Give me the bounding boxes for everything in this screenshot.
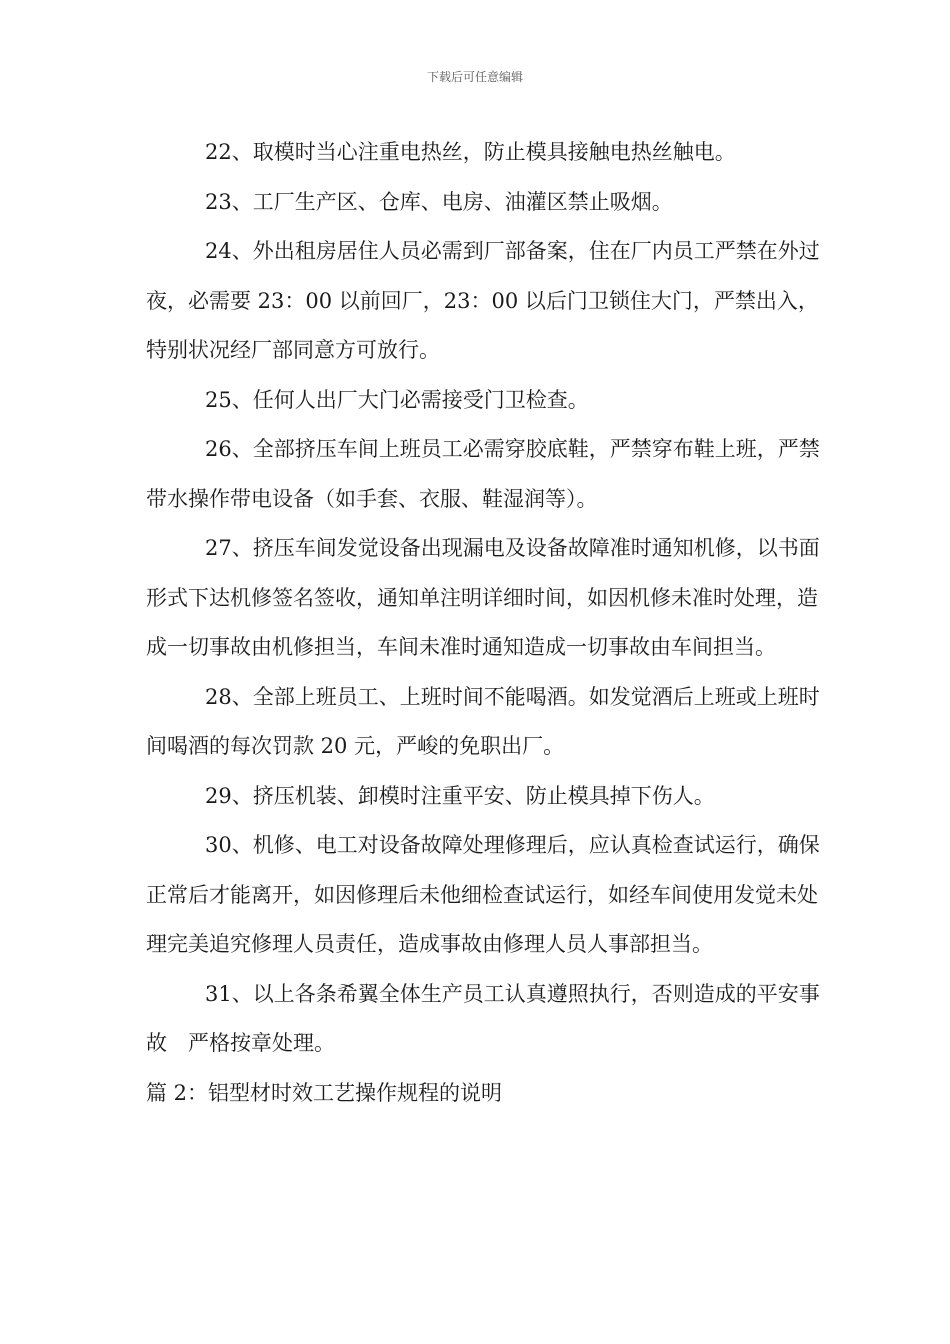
rule-paragraph-22: 22、取模时当心注重电热丝，防止模具接触电热丝触电。 — [205, 140, 736, 164]
rule-paragraph-23: 23、工厂生产区、仓库、电房、油灌区禁止吸烟。 — [205, 189, 673, 214]
rule-paragraph-30: 30、机修、电工对设备故障处理修理后，应认真检查试运行，确保正常后才能离开，如因修理后未他细检查试运行，如经车间使用发觉未处理完美追究修理人员责任，造成事故由修理人员人事部担当。 — [146, 833, 820, 956]
rule-paragraph-29: 29、挤压机装、卸模时注重平安、防止模具掉下伤人。 — [205, 783, 715, 808]
document-body — [146, 128, 826, 1118]
rule-paragraph-28: 28、全部上班员工、上班时间不能喝酒。如发觉酒后上班或上班时间喝酒的每次罚款 20 元，严峻的免职出厂。 — [146, 684, 820, 758]
rule-paragraph-31: 31、以上各条希翼全体生产员工认真遵照执行，否则造成的平安事故 严格按章处理。 — [146, 981, 820, 1055]
rule-paragraph-24: 24、外出租房居住人员必需到厂部备案，住在厂内员工严禁在外过夜，必需要 23：00 以前回厂，23：00 以后门卫锁住大门，严禁出入，特别状况经厂部同意方可放行。 — [146, 239, 820, 362]
section-heading: 篇 2：铝型材时效工艺操作规程的说明 — [146, 1080, 503, 1105]
rule-paragraph-27: 27、挤压车间发觉设备出现漏电及设备故障准时通知机修，以书面形式下达机修签名签收，通知单注明详细时间，如因机修未准时处理，造成一切事故由机修担当，车间未准时通知造成一切事故由车间担当。 — [146, 536, 820, 659]
rule-paragraph-25: 25、任何人出厂大门必需接受门卫检查。 — [205, 387, 589, 412]
rule-paragraph-26: 26、全部挤压车间上班员工必需穿胶底鞋，严禁穿布鞋上班，严禁带水操作带电设备（如手套、衣服、鞋湿润等）。 — [146, 437, 820, 511]
page-header: 下载后可任意编辑 — [426, 70, 523, 84]
